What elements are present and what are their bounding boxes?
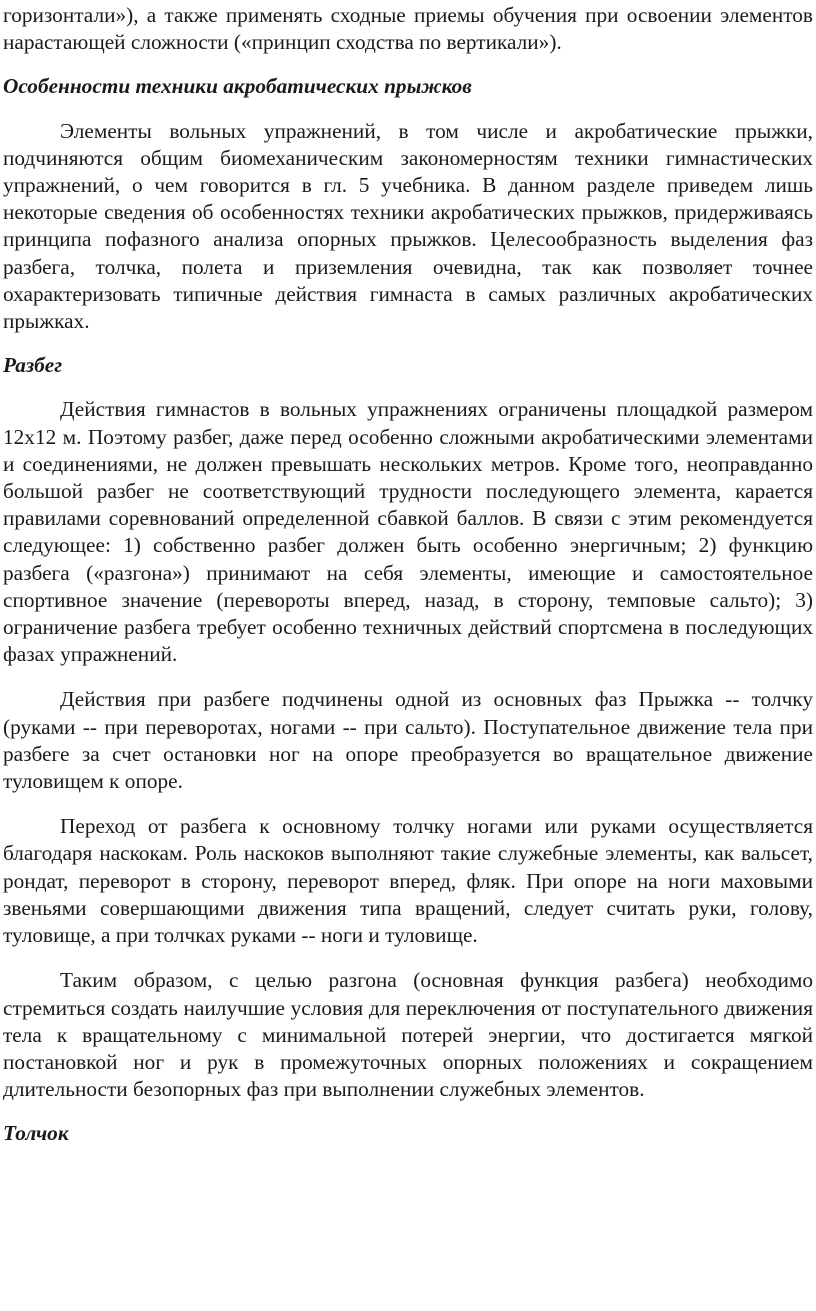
- paragraph-run-up-2: Действия при разбеге подчинены одной из основных фаз Прыжка -- толчку (руками -- при переворотах, ногами -- при сальто). Поступательное движение тела при разбеге за счет остановки ног на опоре преобразуется во вращательное движение туловищем к опоре.: [3, 687, 813, 794]
- section-heading-technique: Особенности техники акробатических прыжков: [3, 74, 472, 99]
- section-heading-push-off: Толчок: [3, 1121, 69, 1146]
- section-heading-run-up: Разбег: [3, 353, 63, 378]
- paragraph-run-up-3: Переход от разбега к основному толчку ногами или руками осуществляется благодаря наскокам. Роль наскоков выполняют такие служебные элементы, как вальсет, рондат, переворот в сторону, переворот вперед, фляк. При опоре на ноги маховыми звеньями совершающими движения типа вращений, следует считать руки, голову, туловище, а при толчках руками -- ноги и туловище.: [3, 814, 813, 948]
- paragraph-technique-1: Элементы вольных упражнений, в том числе и акробатические прыжки, подчиняются общим биомеханическим закономерностям техники гимнастических упражнений, о чем говорится в гл. 5 учебника. В данном разделе приведем лишь некоторые сведения об особенностях техники акробатических прыжков, придерживаясь принципа пофазного анализа опорных прыжков. Целесообразность выделения фаз разбега, толчка, полета и приземления очевидна, так как позволяет точнее охарактеризовать типичные действия гимнаста в самых различных акробатических прыжках.: [3, 118, 813, 334]
- paragraph-run-up-1: Действия гимнастов в вольных упражнениях ограничены площадкой размером 12х12 м. Поэтому разбег, даже перед особенно сложными акробатическими элементами и соединениями, не должен превышать нескольких метров. Кроме того, неоправданно большой разбег не соответствующий трудности последующего элемента, карается правилами соревнований определенной сбавкой баллов. В связи с этим рекомендуется следующее: 1) собственно разбег должен быть особенно энергичным; 2) функцию разбега («разгона») принимают на себя элементы, имеющие и самостоятельное спортивное значение (перевороты вперед, назад, в сторону, темповые сальто); 3) ограничение разбега требует особенно техничных действий спортсмена в последующих фазах упражнений.: [3, 397, 813, 667]
- paragraph-run-up-4: Таким образом, с целью разгона (основная функция разбега) необходимо стремиться создать наилучшие условия для переключения от поступательного движения тела к вращательному с минимальной потерей энергии, что достигается мягкой постановкой ног и рук в промежуточных опорных положениях и сокращением длительности безопорных фаз при выполнении служебных элементов.: [3, 968, 813, 1102]
- continuation-paragraph: горизонтали»), а также применять сходные приемы обучения при освоении элементов нарастающей сложности («принцип сходства по вертикали»).: [3, 3, 813, 55]
